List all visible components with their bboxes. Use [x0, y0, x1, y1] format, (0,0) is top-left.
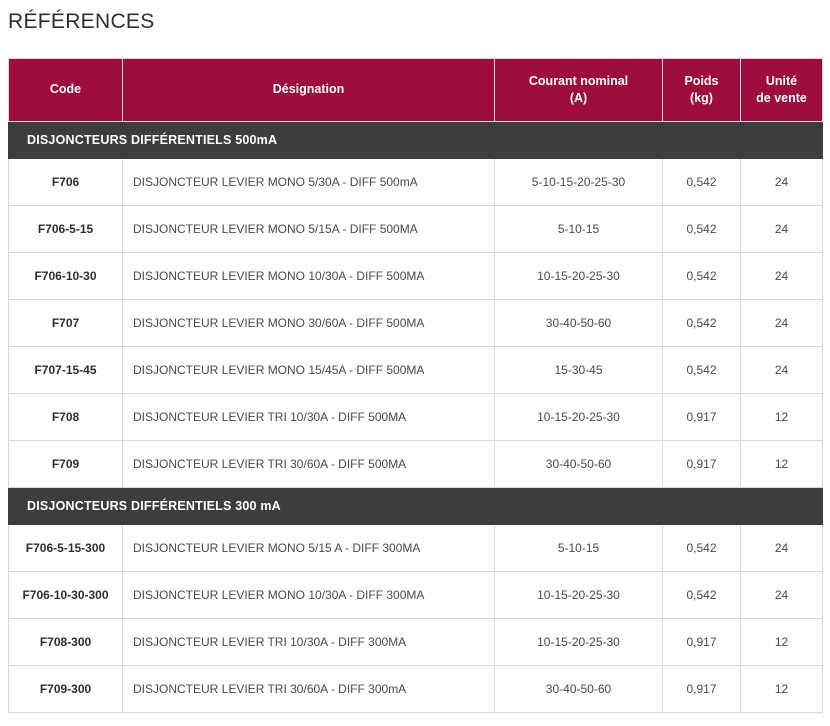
cell-designation: DISJONCTEUR LEVIER MONO 10/30A - DIFF 500MA: [123, 252, 495, 299]
cell-code: F706-5-15-300: [9, 524, 123, 571]
cell-code: F707: [9, 299, 123, 346]
table-row: [9, 618, 823, 665]
cell-courant: 30-40-50-60: [495, 440, 663, 487]
column-header-poids-line1: Poids: [684, 74, 719, 88]
column-header-unite-line2: de vente: [756, 90, 807, 105]
cell-poids: 0,917: [663, 393, 741, 440]
cell-code: F709-300: [9, 665, 123, 712]
references-page: [0, 10, 830, 726]
cell-designation: DISJONCTEUR LEVIER MONO 5/30A - DIFF 500mA: [123, 158, 495, 205]
cell-unite: 24: [741, 252, 823, 299]
cell-courant: 10-15-20-25-30: [495, 393, 663, 440]
table-row: [9, 299, 823, 346]
cell-poids: 0,917: [663, 665, 741, 712]
column-header-courant-nominal: [495, 59, 663, 122]
cell-courant: 30-40-50-60: [495, 665, 663, 712]
table-row: [9, 205, 823, 252]
cell-poids: 0,542: [663, 346, 741, 393]
cell-code: F706-5-15: [9, 205, 123, 252]
cell-unite: 24: [741, 205, 823, 252]
table-row: [9, 393, 823, 440]
cell-designation: DISJONCTEUR LEVIER TRI 30/60A - DIFF 300mA: [123, 665, 495, 712]
table-row: [9, 440, 823, 487]
cell-courant: 5-10-15: [495, 205, 663, 252]
cell-code: F706: [9, 158, 123, 205]
table-header-row: [9, 59, 823, 122]
cell-code: F707-15-45: [9, 346, 123, 393]
cell-code: F706-10-30-300: [9, 571, 123, 618]
cell-code: F708: [9, 393, 123, 440]
cell-designation: DISJONCTEUR LEVIER TRI 30/60A - DIFF 500MA: [123, 440, 495, 487]
cell-courant: 30-40-50-60: [495, 299, 663, 346]
cell-code: F706-10-30: [9, 252, 123, 299]
cell-unite: 12: [741, 618, 823, 665]
cell-code: F709: [9, 440, 123, 487]
cell-courant: 15-30-45: [495, 346, 663, 393]
cell-designation: DISJONCTEUR LEVIER TRI 10/30A - DIFF 300MA: [123, 618, 495, 665]
cell-poids: 0,917: [663, 440, 741, 487]
cell-unite: 24: [741, 346, 823, 393]
column-header-designation: [123, 59, 495, 122]
cell-code: F708-300: [9, 618, 123, 665]
cell-courant: 10-15-20-25-30: [495, 252, 663, 299]
cell-poids: 0,542: [663, 299, 741, 346]
cell-poids: 0,542: [663, 158, 741, 205]
cell-unite: 24: [741, 158, 823, 205]
column-header-poids: [663, 59, 741, 122]
section-header-row: [9, 487, 823, 524]
cell-unite: 12: [741, 440, 823, 487]
table-row: [9, 346, 823, 393]
cell-poids: 0,542: [663, 252, 741, 299]
table-row: [9, 252, 823, 299]
cell-courant: 10-15-20-25-30: [495, 571, 663, 618]
page-title: RÉFÉRENCES: [8, 10, 155, 33]
column-header-unite-line1: Unité: [765, 74, 798, 88]
column-header-courant-line2: (A): [569, 90, 588, 105]
section-title: DISJONCTEURS DIFFÉRENTIELS 300 mA: [9, 487, 823, 524]
cell-designation: DISJONCTEUR LEVIER TRI 10/30A - DIFF 500MA: [123, 393, 495, 440]
cell-unite: 24: [741, 524, 823, 571]
cell-courant: 5-10-15-20-25-30: [495, 158, 663, 205]
column-header-code-line1: Code: [49, 82, 82, 97]
section-header-row: [9, 121, 823, 158]
table-header: [9, 59, 823, 122]
cell-designation: DISJONCTEUR LEVIER MONO 30/60A - DIFF 500MA: [123, 299, 495, 346]
cell-unite: 24: [741, 571, 823, 618]
cell-designation: DISJONCTEUR LEVIER MONO 5/15 A - DIFF 300MA: [123, 524, 495, 571]
cell-poids: 0,917: [663, 618, 741, 665]
cell-unite: 12: [741, 393, 823, 440]
cell-poids: 0,542: [663, 524, 741, 571]
table-body: [9, 121, 823, 712]
table-row: [9, 571, 823, 618]
column-header-courant-line1: Courant nominal: [528, 74, 629, 88]
cell-unite: 24: [741, 299, 823, 346]
table-row: [9, 524, 823, 571]
cell-poids: 0,542: [663, 571, 741, 618]
column-header-designation-line1: Désignation: [272, 82, 345, 97]
table-row: [9, 665, 823, 712]
cell-designation: DISJONCTEUR LEVIER MONO 5/15A - DIFF 500MA: [123, 205, 495, 252]
table-row: [9, 158, 823, 205]
column-header-poids-line2: (kg): [690, 90, 713, 105]
cell-designation: DISJONCTEUR LEVIER MONO 15/45A - DIFF 500MA: [123, 346, 495, 393]
section-title: DISJONCTEURS DIFFÉRENTIELS 500mA: [9, 121, 823, 158]
cell-courant: 10-15-20-25-30: [495, 618, 663, 665]
cell-poids: 0,542: [663, 205, 741, 252]
column-header-unite-de-vente: [741, 59, 823, 122]
cell-unite: 12: [741, 665, 823, 712]
cell-designation: DISJONCTEUR LEVIER MONO 10/30A - DIFF 300MA: [123, 571, 495, 618]
column-header-code: [9, 59, 123, 122]
cell-courant: 5-10-15: [495, 524, 663, 571]
references-table: [8, 58, 823, 713]
